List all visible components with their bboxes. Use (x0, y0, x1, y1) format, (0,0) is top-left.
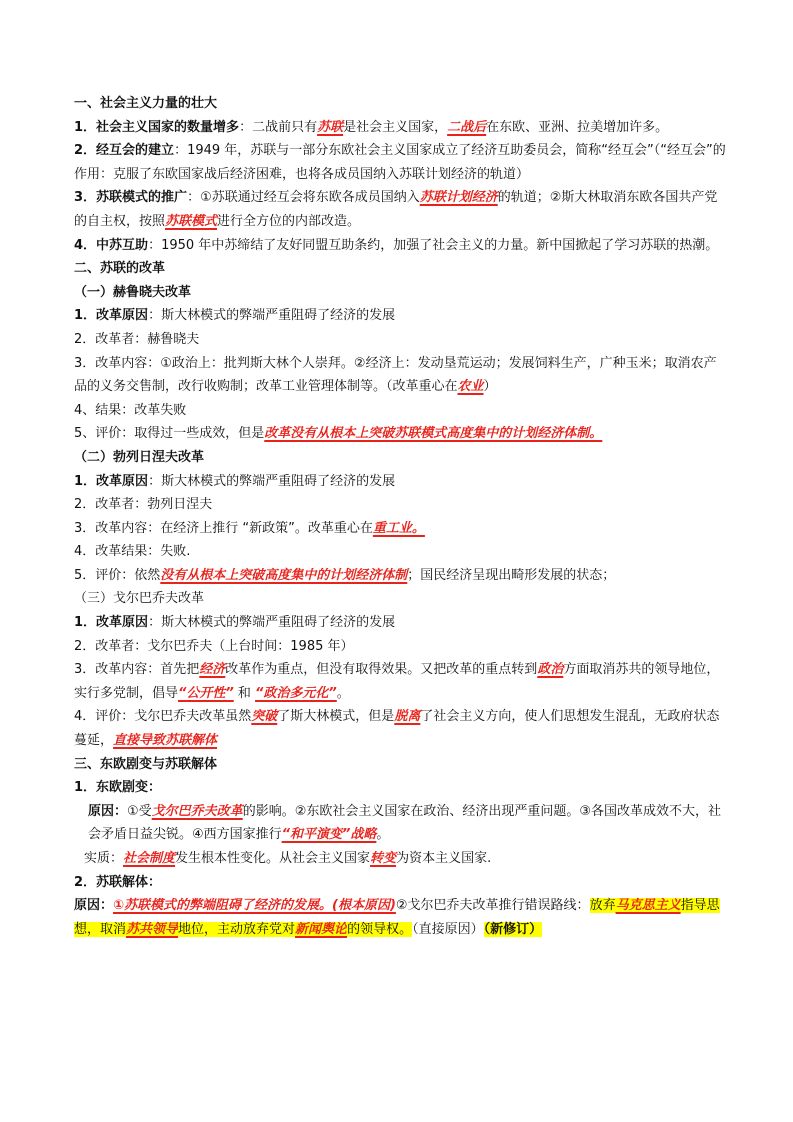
s1-p1-num: 1． (74, 119, 97, 135)
s2a-paragraph-5 (74, 422, 726, 446)
s2b-p5-t2: ；国民经济呈现出畸形发展的状态； (407, 567, 616, 583)
s1-p1-t3: 在东欧、亚洲、拉美增加许多。 (486, 119, 669, 135)
s1-p2-label: 经互会的建立 (96, 143, 175, 159)
s2b-title: （二）勃列日涅夫改革 (74, 449, 205, 465)
revision-tag: （新修订） (483, 921, 543, 937)
s1-p3-t1: ：①苏联通过经互会将东欧各成员国纳入 (187, 190, 420, 206)
s1-p2-t1: ：1949 年，苏联与一部分东欧社会主义国家成立了经济互助委员会，简称“经互会”（“经互会”的作用：克服了东欧国家战后经济困难，也将各成员国纳入苏联计划经济的轨道） (74, 143, 726, 182)
document-body (74, 92, 726, 941)
s2c-p3-h4: “政治多元化” (255, 685, 337, 701)
s3-essence-t1: 发生根本性变化。从社会主义国家 (175, 851, 371, 866)
s3-essence (74, 847, 726, 871)
s3-essence-h2: 转变 (370, 851, 397, 866)
s3-reason2-y3: 地位，主动放弃党对 (178, 921, 296, 937)
s1-paragraph-3 (74, 186, 726, 233)
s1-paragraph-1 (74, 116, 726, 140)
s3-reason2-t2: （直接原因） (412, 921, 484, 937)
s3-reason (74, 800, 726, 847)
s2c-p1-t1: ：斯大林模式的弊端严重阻碍了经济的发展 (148, 615, 396, 631)
s3-reason-t3: 。 (376, 827, 390, 843)
s2c-p3-t4: 和 (233, 685, 256, 701)
s2a-p5-t1: 5、评价：取得过一些成效，但是 (74, 426, 265, 442)
s3-reason2-yh3: 新闻舆论 (295, 921, 348, 937)
s2a-paragraph-4: 4、结果：改革失败 (74, 402, 187, 418)
s2c-p4-h2: 脱离 (394, 709, 421, 725)
s1-p3-num: 3． (74, 190, 97, 206)
s3-reason-h1: 戈尔巴乔夫改革 (151, 803, 243, 819)
s2c-p3-t1: 3．改革内容：首先把 (74, 662, 200, 678)
s2b-paragraph-4: 4．改革结果：失败. (74, 544, 191, 560)
s2c-p3-h1: 经济 (199, 662, 226, 678)
s2b-p5-t1: 5．评价：依然 (74, 567, 161, 583)
s3-essence-h1: 社会制度 (123, 851, 176, 866)
s3-reason2-t1: ②戈尔巴乔夫改革推行错误路线： (395, 898, 590, 914)
s2b-p3-h1: 重工业。 (372, 520, 425, 536)
s1-p1-t1: ：二战前只有 (239, 119, 318, 135)
s3-reason2-y4: 的领导权。 (347, 921, 413, 937)
s2c-p1-num: 1． (74, 615, 97, 631)
s3-reason-2 (74, 894, 726, 941)
section-2-title: 二、苏联的改革 (74, 261, 166, 277)
s2c-p3-t2: 改革作为重点，但没有取得效果。又把改革的重点转到 (225, 662, 538, 678)
s3-reason-t2: 的影响。②东欧社会主义国家在政治、经济出现严重问题。③各国改革成效不大，社会矛盾日益尖锐。④西方国家推行 (88, 803, 721, 843)
s3-p1-title: 1．东欧剧变： (74, 780, 162, 796)
section-3-title: 三、东欧剧变与苏联解体 (74, 756, 218, 772)
s2a-p3-h1: 农业 (457, 379, 484, 395)
s2a-paragraph-2: 2．改革者：赫鲁晓夫 (74, 331, 200, 347)
s1-p3-t2: 的轨道；②斯大林取消东欧各国共产党的自主权，按照 (74, 190, 718, 229)
s1-p3-t3: 进行全方位的内部改造。 (217, 213, 361, 229)
s3-reason-h2: “和平演变”战略 (281, 827, 377, 843)
s2c-p4-t2: 了斯大林模式，但是 (277, 709, 395, 725)
s1-paragraph-2 (74, 139, 726, 186)
s2b-p5-h1: 没有从根本上突破高度集中的计划经济体制 (160, 567, 408, 583)
s1-p1-t2: 是社会主义国家， (343, 119, 448, 135)
s3-p2-title: 2．苏联解体： (74, 874, 162, 890)
s2a-paragraph-1 (74, 304, 726, 328)
s2b-p3-t1: 3．改革内容：在经济上推行 “新政策”。改革重心在 (74, 520, 373, 536)
section-1-title: 一、社会主义力量的壮大 (74, 96, 218, 111)
s1-p4-num: 4． (74, 237, 97, 253)
s1-p1-label: 社会主义国家的数量增多 (96, 119, 240, 135)
s2a-p3-t1: 3．改革内容：①政治上：批判斯大林个人崇拜。②经济上：发动垦荒运动；发展饲料生产，广种玉米；取消农产品的义务交售制，改行收购制；改革工业管理体制等。（改革重心在 (74, 355, 717, 395)
s2c-p4-t1: 4．评价：戈尔巴乔夫改革虽然 (74, 709, 252, 725)
s2a-p3-t2: ） (483, 379, 497, 395)
s3-essence-t2: 为资本主义国家. (396, 851, 492, 866)
s2b-paragraph-5 (74, 564, 726, 588)
s2c-p3-h2: 政治 (537, 662, 564, 678)
s2c-p4-t3: 了社会主义方向，使人们思想发生混乱，无政府状态蔓延， (74, 709, 720, 749)
s3-reason-label: 原因： (88, 803, 128, 819)
s1-paragraph-4 (74, 234, 726, 258)
s2c-p1-label: 改革原因 (96, 615, 149, 631)
s2c-p3-t3: 方面取消苏共的领导地位，实行多党制，倡导 (74, 662, 720, 701)
s2b-p1-t1: ：斯大林模式的弊端严重阻碍了经济的发展 (148, 473, 396, 489)
s2a-title: （一）赫鲁晓夫改革 (74, 284, 192, 300)
s2a-paragraph-3 (74, 352, 726, 399)
s3-reason2-yh2: 苏共领导 (126, 921, 179, 937)
s1-p3-h1: 苏联计划经济 (419, 190, 498, 206)
s2b-paragraph-3 (74, 517, 726, 541)
s3-reason2-y2: 指导思想，取消 (74, 898, 720, 937)
s2b-p1-num: 1． (74, 473, 97, 489)
s2a-p5-h1: 改革没有从根本上突破苏联模式高度集中的计划经济体制。 (264, 426, 603, 442)
s2c-p4-h3: 直接导致苏联解体 (113, 733, 218, 749)
s1-p1-h2: 二战后 (447, 119, 487, 135)
s1-p3-h2: 苏联模式 (165, 213, 218, 229)
s2a-p1-num: 1． (74, 308, 97, 324)
s2b-p1-label: 改革原因 (96, 473, 149, 489)
s2c-p3-t5: 。 (336, 685, 350, 701)
s1-p2-num: 2． (74, 143, 97, 159)
s1-p1-h1: 苏联 (317, 119, 344, 135)
s2c-paragraph-4 (74, 705, 726, 752)
s2c-paragraph-3 (74, 658, 726, 705)
s2c-paragraph-2: 2．改革者：戈尔巴乔夫（上台时间：1985 年） (74, 638, 354, 654)
s2a-p1-t1: ：斯大林模式的弊端严重阻碍了经济的发展 (148, 308, 396, 324)
s2c-title: （三）戈尔巴乔夫改革 (74, 591, 205, 607)
s1-p4-label: 中苏互助 (96, 237, 149, 253)
s3-reason2-label: 原因： (74, 898, 114, 914)
s2b-paragraph-1 (74, 470, 726, 494)
s2a-p1-label: 改革原因 (96, 308, 149, 324)
s1-p4-t1: ：1950 年中苏缔结了友好同盟互助条约，加强了社会主义的力量。新中国掀起了学习苏联的热潮。 (148, 237, 719, 253)
s2c-p4-h1: 突破 (251, 709, 278, 725)
s2b-paragraph-2: 2．改革者：勃列日涅夫 (74, 497, 213, 513)
s2c-paragraph-1 (74, 611, 726, 635)
s1-p3-label: 苏联模式的推广 (96, 190, 188, 206)
s2c-p3-h3: “公开性” (178, 685, 234, 701)
s3-reason2-y1: 放弃 (589, 898, 616, 914)
s3-reason2-yh1: 马克思主义 (615, 898, 681, 914)
s3-reason-t1: ①受 (127, 803, 152, 819)
s3-essence-label: 实质： (84, 851, 124, 866)
s3-reason2-h1: ①苏联模式的弊端阻碍了经济的发展。(根本原因) (113, 898, 396, 914)
